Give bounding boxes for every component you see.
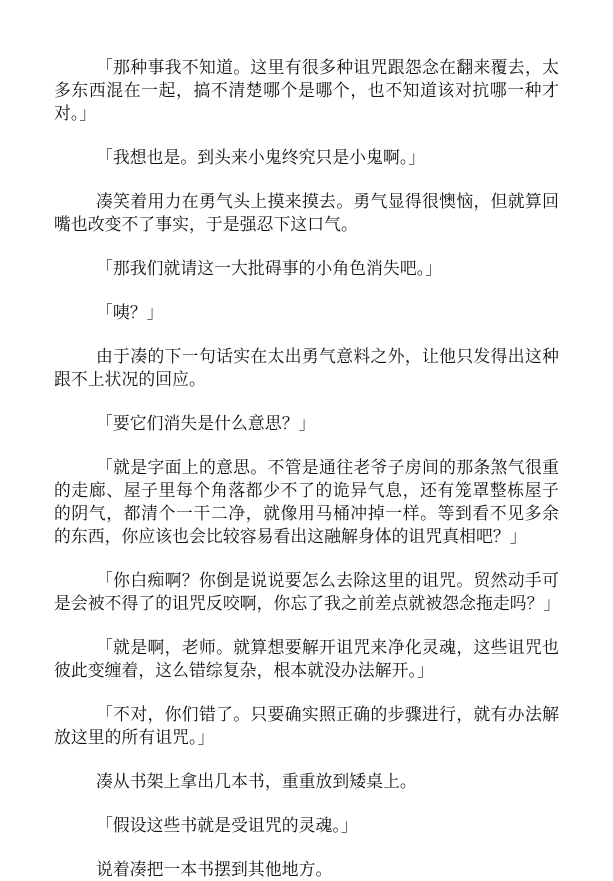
paragraph-12: 凑从书架上拿出几本书，重重放到矮桌上。 — [96, 771, 417, 791]
paragraph-11: 「不对，你们错了。只要确实照正确的步骤进行，就有办法解放这里的所有诅咒。」 — [54, 704, 559, 747]
paragraph-10: 「就是啊，老师。就算想要解开诅咒来净化灵魂，这些诅咒也彼此变缠着，这么错综复杂，根本就没办法解开。」 — [54, 637, 559, 680]
paragraph-2: 「我想也是。到头来小鬼终究只是小鬼啊。」 — [96, 147, 426, 167]
paragraph-1: 「那种事我不知道。这里有很多种诅咒跟怨念在翻来覆去，太多东西混在一起，搞不清楚哪个是哪个，也不知道该对抗哪一种才对。」 — [54, 57, 559, 123]
paragraph-9: 「你白痴啊？你倒是说说要怎么去除这里的诅咒。贸然动手可是会被不得了的诅咒反咬啊，你忘了我之前差点就被怨念拖走吗？」 — [54, 570, 561, 613]
paragraph-13: 「假设这些书就是受诅咒的灵魂。」 — [96, 815, 358, 835]
paragraph-7: 「要它们消失是什么意思？」 — [96, 413, 316, 433]
paragraph-3: 凑笑着用力在勇气头上摸来摸去。勇气显得很懊恼，但就算回嘴也改变不了事实，于是强忍下这口气。 — [54, 191, 559, 234]
paragraph-5: 「咦？」 — [96, 302, 164, 322]
paragraph-6: 由于凑的下一句话实在太出勇气意料之外，让他只发得出这种跟不上状况的回应。 — [54, 346, 559, 389]
paragraph-4: 「那我们就请这一大批碍事的小角色消失吧。」 — [96, 258, 443, 278]
paragraph-8: 「就是字面上的意思。不管是通往老爷子房间的那条煞气很重的走廊、屋子里每个角落都少不了的诡异气息，还有笼罩整栋屋子的阴气，都清个一干二净，就像用马桶冲掉一样。等到看不见多余的东西，你应该也会比较容易看出这融解身体的诅咒真相吧？」 — [54, 457, 559, 546]
paragraph-14: 说着凑把一本书摆到其他地方。 — [96, 859, 333, 879]
